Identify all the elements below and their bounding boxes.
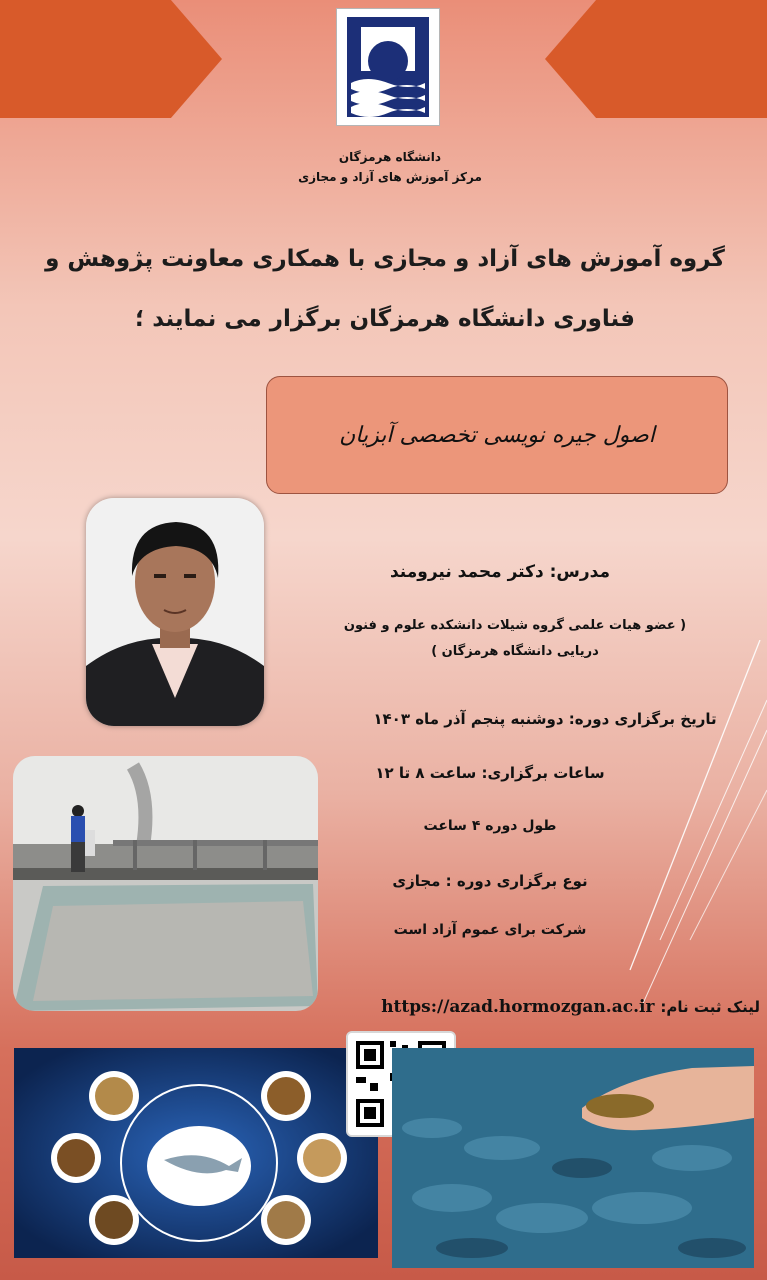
registration-url[interactable]: https://azad.hormozgan.ac.ir	[381, 997, 655, 1017]
fish-feeding-image	[392, 1048, 754, 1268]
instructor-name: مدرس: دکتر محمد نیرومند	[389, 562, 610, 582]
right-corner-arrow	[545, 0, 767, 118]
headline-line-2: فناوری دانشگاه هرمزگان برگزار می نمایند ؛	[135, 306, 635, 332]
course-title: اصول جیره نویسی تخصصی آبزیان	[339, 422, 655, 448]
instructor-photo	[86, 498, 264, 726]
open-to-public: شرکت برای عموم آزاد است	[393, 922, 587, 938]
registration-label: لینک ثبت نام:	[660, 998, 760, 1016]
course-title-box	[266, 376, 728, 494]
university-logo	[336, 8, 440, 126]
registration-link-row	[340, 992, 760, 1022]
course-date: تاریخ برگزاری دوره: دوشنبه پنجم آذر ماه ۱۴۰۳	[373, 710, 717, 728]
instructor-affiliation-2: دریایی دانشگاه هرمزگان )	[431, 644, 599, 659]
university-name: دانشگاه هرمزگان	[338, 150, 442, 164]
instructor-affiliation-1: ( عضو هیات علمی گروه شیلات دانشکده علوم و فنون	[343, 618, 687, 633]
feed-pellets-image	[14, 1048, 378, 1258]
course-hours: ساعات برگزاری: ساعت ۸ تا ۱۲	[375, 764, 605, 782]
fish-cage-photo	[13, 756, 318, 1011]
center-name: مرکز آموزش های آزاد و مجازی	[298, 170, 482, 184]
left-corner-arrow	[0, 0, 222, 118]
course-duration: طول دوره ۴ ساعت	[423, 818, 557, 834]
course-type: نوع برگزاری دوره : مجازی	[392, 872, 588, 890]
headline-line-1: گروه آموزش های آزاد و مجازی با همکاری معاونت پژوهش و	[45, 246, 725, 272]
